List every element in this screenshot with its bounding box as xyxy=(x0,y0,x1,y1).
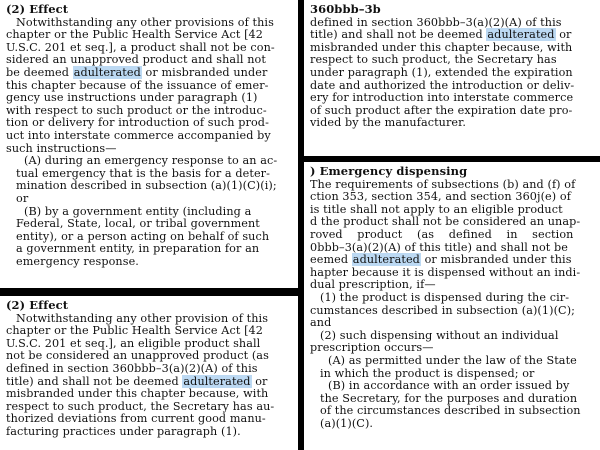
text-line: Notwithstanding any other provision of this xyxy=(16,311,269,325)
text-line: or xyxy=(16,191,29,205)
page-header: 360bbb–3b xyxy=(310,2,381,16)
text-line: the Secretary, for the purposes and duration xyxy=(320,391,578,405)
text-line: thorized deviations from current good manu- xyxy=(6,412,266,426)
text-fragment: title) and shall not be deemed xyxy=(6,374,179,388)
text-line: ery for introduction into interstate commerce xyxy=(310,91,574,105)
text-line: of the circumstances described in subsection xyxy=(320,404,581,418)
text-line: with respect to such product or the introduc- xyxy=(6,103,267,117)
text-line: U.S.C. 201 et seq.], a product shall not be con- xyxy=(6,40,275,54)
text-line: tual emergency that is the basis for a deter- xyxy=(16,166,270,180)
section-heading: ) Emergency dispensing xyxy=(310,164,468,178)
text-line: sidered an unapproved product and shall not xyxy=(6,53,266,67)
highlighted-term: adulterated xyxy=(73,65,141,79)
text-line: (B) by a government entity (including a xyxy=(24,204,252,218)
text-line: misbranded under this chapter because, with xyxy=(6,387,269,401)
text-line: under paragraph (1), extended the expiration xyxy=(310,65,573,79)
text-line: chapter or the Public Health Service Act [42 xyxy=(6,28,263,42)
text-line: chapter or the Public Health Service Act [42 xyxy=(6,324,263,338)
highlighted-term: adulterated xyxy=(352,253,420,267)
text-line: prescription occurs— xyxy=(310,341,434,355)
highlighted-term: adulterated xyxy=(183,374,251,388)
text-line: uct into interstate commerce accompanied by xyxy=(6,128,271,142)
text-fragment: title) and shall not be deemed xyxy=(310,28,483,42)
text-line: a government entity, in preparation for an xyxy=(16,242,260,256)
text-panel-effect-bottom-left xyxy=(0,296,298,450)
text-line: U.S.C. 201 et seq.], an eligible product shall xyxy=(6,336,261,350)
text-line: in which the product is dispensed; or xyxy=(320,366,535,380)
highlighted-term: adulterated xyxy=(487,28,555,42)
text-line: respect to such product, the Secretary has xyxy=(310,53,557,67)
text-line: Notwithstanding any other provisions of this xyxy=(16,15,274,29)
text-line: and xyxy=(310,316,332,330)
text-fragment: or xyxy=(555,28,572,42)
text-line: date and authorized the introduction or deliv- xyxy=(310,78,575,92)
text-line: d the product shall not be considered an unap- xyxy=(310,215,581,229)
text-panel-360bbb-3b xyxy=(304,0,600,156)
text-line: cumstances described in subsection (a)(1)(C); xyxy=(310,303,576,317)
text-fragment: or misbranded under xyxy=(141,65,268,79)
text-line: entity), or a person acting on behalf of such xyxy=(16,229,270,243)
text-line: 0bbb–3(a)(2)(A) of this title) and shall not be xyxy=(310,240,569,254)
text-line: ction 353, section 354, and section 360j(e) of xyxy=(310,190,571,204)
text-line xyxy=(6,67,294,80)
text-line: misbranded under this chapter because, with xyxy=(310,40,573,54)
text-fragment: or xyxy=(251,374,268,388)
text-line: roved product (as defined in section xyxy=(310,227,574,241)
text-line: (a)(1)(C). xyxy=(320,416,374,430)
text-line: (A) during an emergency response to an ac- xyxy=(24,154,278,168)
text-line xyxy=(310,254,598,267)
text-line: such instructions— xyxy=(6,141,117,155)
text-line: (2) such dispensing without an individual xyxy=(320,328,559,342)
text-line: is title shall not apply to an eligible product xyxy=(310,202,563,216)
text-line: (B) in accordance with an order issued by xyxy=(328,379,570,393)
text-line: tion or delivery for introduction of such prod- xyxy=(6,116,269,130)
text-fragment: eemed xyxy=(310,253,349,267)
text-line: defined in section 360bbb–3(a)(2)(A) of this xyxy=(310,15,562,29)
text-line xyxy=(310,29,598,42)
text-line: emergency response. xyxy=(16,254,139,268)
text-line: gency use instructions under paragraph (1) xyxy=(6,91,258,105)
text-line: Federal, State, local, or tribal government xyxy=(16,217,260,231)
text-line: dual prescription, if— xyxy=(310,278,436,292)
section-heading: (2) Effect xyxy=(6,298,69,312)
text-line: this chapter because of the issuance of emer- xyxy=(6,78,269,92)
text-line: The requirements of subsections (b) and (f) of xyxy=(310,177,576,191)
text-line: mination described in subsection (a)(1)(C)(i); xyxy=(16,179,277,193)
text-panel-emergency-dispensing xyxy=(304,162,600,450)
text-line: hapter because it is dispensed without an indi- xyxy=(310,265,581,279)
text-line: (A) as permitted under the law of the State xyxy=(328,353,577,367)
section-heading: (2) Effect xyxy=(6,2,69,16)
text-line: of such product after the expiration date pro- xyxy=(310,103,573,117)
text-panel-effect-top-left xyxy=(0,0,298,288)
text-fragment: or misbranded under this xyxy=(420,253,572,267)
text-line: defined in section 360bbb–3(a)(2)(A) of this xyxy=(6,361,258,375)
text-fragment: be deemed xyxy=(6,65,70,79)
text-line: respect to such product, the Secretary has au- xyxy=(6,399,275,413)
text-line: facturing practices under paragraph (1). xyxy=(6,424,241,438)
text-line: (1) the product is dispensed during the cir- xyxy=(320,290,570,304)
text-line: vided by the manufacturer. xyxy=(310,116,467,130)
text-line: not be considered an unapproved product (as xyxy=(6,349,269,363)
